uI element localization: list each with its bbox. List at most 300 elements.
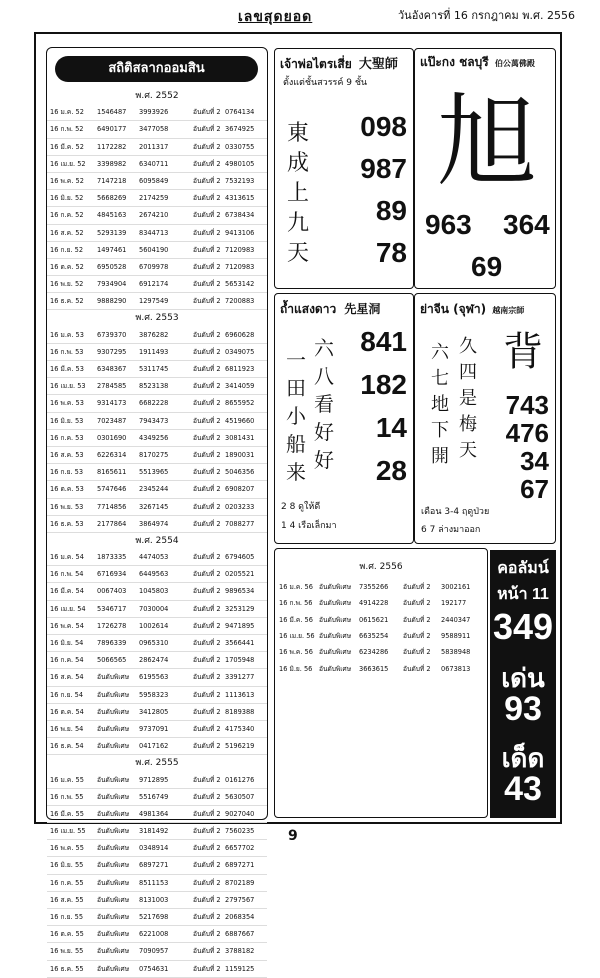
draw-date: 16 พ.ย. 52 — [50, 280, 84, 289]
panel-title: แป๊ะกง ชลบุรี 伯公萬佛殿 — [420, 55, 535, 69]
den-label: เด่น — [501, 663, 545, 693]
draw-date: 16 มิ.ย. 52 — [50, 194, 84, 203]
second-number: 8511153 — [139, 878, 169, 887]
handwritten-chars-right — [311, 334, 337, 474]
big-number: 14 — [375, 412, 407, 443]
first-prize: 5066565 — [97, 656, 127, 665]
second-number: 8131003 — [139, 895, 169, 904]
draw-date: 16 ต.ค. 52 — [50, 262, 84, 271]
rank-number: 2440347 — [441, 615, 471, 624]
second-number: 0615621 — [359, 615, 389, 624]
second-number: 6195563 — [139, 673, 169, 682]
second-number: 6897271 — [139, 861, 169, 870]
first-prize: 7714856 — [97, 502, 127, 511]
rank-number: 5046356 — [225, 468, 255, 477]
table-row — [47, 395, 267, 412]
big-number: 841 — [360, 326, 407, 357]
second-number: 3267145 — [139, 502, 169, 511]
first-prize: อันดับพิเศษ — [319, 648, 352, 657]
page-number: 9 — [288, 828, 298, 844]
rank-label: อันดับที่ 2 — [193, 485, 221, 494]
table-row — [279, 628, 485, 644]
draw-date: 16 ก.พ. 52 — [50, 125, 84, 134]
table-row — [47, 173, 267, 190]
first-prize: 9307295 — [97, 347, 127, 356]
handwritten-char: 船 — [286, 432, 306, 456]
draw-date: 16 มิ.ย. 53 — [50, 416, 84, 425]
panel-title: ย่าจีน (จุฬา) 越南宗師 — [420, 302, 525, 316]
table-row — [47, 104, 267, 121]
rank-label: อันดับที่ 2 — [193, 142, 221, 151]
table-row — [47, 361, 267, 378]
first-prize: อันดับพิเศษ — [97, 707, 130, 716]
table-row — [47, 943, 267, 960]
table-row — [47, 806, 267, 823]
rank-number: 0330755 — [225, 142, 255, 151]
number-3: 69 — [471, 251, 503, 282]
draw-date: 16 มี.ค. 53 — [50, 365, 84, 373]
draw-date: 16 พ.ค. 52 — [50, 176, 84, 185]
table-row — [47, 909, 267, 926]
first-prize: อันดับพิเศษ — [97, 947, 130, 956]
panel-tham-saeng-dao — [274, 293, 414, 544]
first-prize: อันดับพิเศษ — [97, 913, 130, 921]
first-prize: อันดับพิเศษ — [97, 775, 130, 784]
second-number: 7943473 — [139, 416, 169, 425]
draw-date: 16 ก.ย. 54 — [50, 690, 84, 699]
table-row — [47, 840, 267, 857]
rank-label: อันดับที่ 2 — [193, 211, 221, 220]
draw-date: 16 พ.ค. 53 — [50, 399, 84, 408]
rank-label: อันดับที่ 2 — [403, 599, 431, 608]
first-prize: อันดับพิเศษ — [319, 599, 352, 608]
handwritten-char: 天 — [286, 241, 309, 266]
table-row — [47, 327, 267, 344]
second-number: 2345244 — [139, 485, 169, 494]
handwritten-chars-left — [427, 340, 453, 470]
rank-number: 6908207 — [225, 485, 255, 494]
second-number: 3864974 — [139, 519, 169, 528]
rank-number: 7088277 — [225, 519, 255, 528]
rank-label: อันดับที่ 2 — [193, 125, 221, 134]
rank-number: 6738434 — [225, 211, 255, 220]
column-title: คอลัมน์ — [497, 560, 549, 577]
draw-date: 16 ต.ค. 53 — [50, 485, 84, 494]
results-2556 — [274, 548, 488, 818]
rank-label: อันดับที่ 2 — [193, 416, 221, 425]
rank-label: อันดับที่ 2 — [193, 861, 221, 870]
panel-title: ถ้ำแสงดาว 先星洞 — [280, 302, 381, 316]
big-number: 28 — [375, 455, 407, 486]
handwritten-char: 一 — [286, 348, 306, 372]
draw-date: 16 ก.ค. 53 — [50, 433, 84, 442]
rank-number: 1890031 — [225, 450, 255, 459]
rank-number: 3566441 — [225, 639, 255, 647]
rank-number: 9027040 — [225, 809, 255, 818]
first-prize: 2177864 — [97, 519, 127, 528]
second-number: 1002614 — [139, 621, 169, 630]
first-prize: 6739370 — [97, 330, 127, 339]
rank-label: อันดับที่ 2 — [193, 844, 221, 853]
rank-number: 9896534 — [225, 587, 255, 596]
draw-date: 16 ก.พ. 56 — [279, 599, 313, 608]
draw-date: 16 มิ.ย. 55 — [50, 861, 84, 870]
table-row — [47, 566, 267, 583]
first-prize: 5346717 — [97, 604, 127, 613]
table-row — [47, 207, 267, 224]
note-2: 6 7 ล่างมาออก — [421, 525, 481, 535]
second-number: 7090957 — [139, 947, 169, 956]
rank-label: อันดับที่ 2 — [193, 913, 221, 921]
first-prize: 1172282 — [97, 142, 127, 151]
second-number: 1045803 — [139, 587, 169, 596]
first-prize: อันดับพิเศษ — [319, 664, 352, 673]
year-heading: พ.ศ. 2555 — [135, 758, 179, 769]
table-row — [47, 190, 267, 207]
second-number: 7030004 — [139, 604, 169, 613]
stats-rows — [47, 88, 267, 978]
second-number: 2174259 — [139, 194, 169, 203]
rank-label: อันดับที่ 2 — [193, 502, 221, 511]
table-row — [47, 225, 267, 242]
second-number: 6635254 — [359, 631, 389, 640]
rank-number: 6657702 — [225, 844, 255, 853]
panel-subtitle: ตั้งแต่ชั้นสวรรค์ 9 ชั้น — [283, 78, 368, 88]
table-row — [47, 687, 267, 704]
handwritten-chars — [285, 119, 311, 269]
rank-label: อันดับที่ 2 — [193, 673, 221, 682]
rank-label: อันดับที่ 2 — [403, 664, 431, 673]
rank-number: 4313615 — [225, 194, 255, 203]
draw-date: 16 ส.ค. 53 — [50, 450, 84, 459]
rank-number: 3391277 — [225, 673, 255, 682]
rank-label: อันดับที่ 2 — [403, 631, 431, 640]
handwritten-char: 好 — [314, 420, 334, 444]
second-number: 3993926 — [139, 108, 169, 117]
table-row — [47, 823, 267, 840]
rank-number: 0673813 — [441, 664, 471, 673]
table-row — [47, 430, 267, 447]
year-heading: พ.ศ. 2556 — [359, 562, 403, 572]
rank-number: 2797567 — [225, 895, 255, 904]
second-number: 3412805 — [139, 707, 169, 716]
table-row — [47, 293, 267, 310]
rank-number: 4175340 — [225, 724, 255, 733]
handwritten-char: 是 — [459, 388, 477, 409]
draw-date: 16 พ.ย. 54 — [50, 724, 84, 733]
big-handwritten-char: 背 — [503, 329, 543, 375]
draw-date: 16 ธ.ค. 55 — [50, 964, 84, 973]
handwritten-char: 梅 — [459, 414, 477, 435]
rank-number: 3002161 — [441, 583, 471, 591]
panel-chinese: 先星洞 — [344, 302, 381, 316]
second-number: 3477058 — [139, 125, 169, 134]
rank-label: อันดับที่ 2 — [193, 194, 221, 203]
handwritten-char: 地 — [431, 394, 449, 415]
rank-number: 0764134 — [225, 108, 255, 117]
rank-number: 6794605 — [225, 553, 255, 562]
draw-date: 16 มิ.ย. 56 — [279, 664, 313, 673]
rank-label: อันดับที่ 2 — [193, 159, 221, 168]
rank-number: 4980105 — [225, 159, 255, 168]
table-row — [47, 721, 267, 738]
panel-pae-kong — [414, 48, 556, 289]
first-prize: อันดับพิเศษ — [319, 583, 352, 591]
rank-number: 1113613 — [225, 690, 255, 699]
table-row — [47, 601, 267, 618]
first-prize: 5293139 — [97, 228, 127, 237]
rank-label: อันดับที่ 2 — [193, 365, 221, 373]
rank-label: อันดับที่ 2 — [193, 468, 221, 477]
draw-date: 16 ม.ค. 55 — [50, 775, 84, 784]
first-prize: อันดับพิเศษ — [97, 844, 130, 853]
draw-date: 16 เม.ย. 56 — [279, 631, 315, 640]
second-number: 4981364 — [139, 809, 169, 818]
second-number: 9712895 — [139, 775, 169, 784]
rank-label: อันดับที่ 2 — [193, 930, 221, 939]
second-number: 6709978 — [139, 262, 169, 271]
draw-date: 16 ม.ค. 56 — [279, 583, 313, 591]
draw-date: 16 มี.ค. 56 — [279, 615, 313, 624]
first-prize: อันดับพิเศษ — [97, 724, 130, 733]
second-number: 1297549 — [139, 297, 169, 306]
handwritten-char: 九 — [286, 211, 309, 236]
draw-date: 16 มี.ค. 55 — [50, 809, 84, 818]
first-prize: 7147218 — [97, 176, 127, 185]
second-number: 8523138 — [139, 382, 169, 391]
note-1: 2 8 ดูให้ดี — [281, 502, 321, 512]
handwritten-chars-left — [283, 346, 309, 486]
table-row — [279, 612, 485, 628]
first-prize: 5747646 — [97, 485, 127, 494]
den-number: 93 — [504, 690, 542, 728]
first-prize: อันดับพิเศษ — [97, 878, 130, 887]
first-prize: 1546487 — [97, 108, 127, 117]
first-prize: 4845163 — [97, 211, 127, 220]
rank-number: 5653142 — [225, 280, 255, 289]
panel-ya-jeen — [414, 293, 556, 544]
second-number: 6340711 — [139, 159, 169, 168]
draw-date: 16 ต.ค. 54 — [50, 707, 84, 716]
rank-label: อันดับที่ 2 — [193, 809, 221, 818]
second-number: 4474053 — [139, 553, 169, 562]
rank-label: อันดับที่ 2 — [193, 827, 221, 836]
table-row — [279, 661, 485, 677]
second-number: 5604190 — [139, 245, 169, 254]
second-number: 8170275 — [139, 450, 169, 459]
rank-number: 0349075 — [225, 347, 255, 356]
rank-label: อันดับที่ 2 — [193, 280, 221, 289]
column-box — [490, 550, 556, 818]
ded-number: 43 — [504, 770, 542, 808]
draw-date: 16 ส.ค. 55 — [50, 895, 84, 904]
second-number: 0754631 — [139, 964, 169, 973]
handwritten-char: 開 — [431, 446, 449, 467]
second-number: 2011317 — [139, 142, 169, 151]
first-prize: 5668269 — [97, 194, 127, 203]
rank-number: 8189388 — [225, 707, 255, 716]
year-heading: พ.ศ. 2554 — [135, 535, 179, 546]
big-number: 34 — [520, 446, 549, 476]
rank-number: 7560235 — [225, 827, 255, 836]
panel-chao-pho — [274, 48, 414, 289]
handwritten-char: 六 — [431, 342, 449, 363]
rank-number: 5630507 — [225, 792, 255, 801]
first-prize: 0301690 — [97, 433, 127, 442]
rank-label: อันดับที่ 2 — [193, 707, 221, 716]
draw-date: 16 ส.ค. 52 — [50, 228, 84, 237]
first-prize: 6490177 — [97, 125, 127, 134]
table-row — [279, 579, 485, 595]
first-prize: อันดับพิเศษ — [97, 673, 130, 682]
first-prize: 6226314 — [97, 450, 127, 459]
big-number: 743 — [505, 390, 549, 420]
handwritten-char: 成 — [286, 151, 309, 176]
rank-label: อันดับที่ 2 — [403, 583, 431, 591]
handwritten-char: 小 — [286, 404, 306, 428]
big-number: 78 — [375, 237, 407, 268]
rank-label: อันดับที่ 2 — [193, 245, 221, 254]
rank-number: 5196219 — [225, 742, 255, 751]
panel-chinese: 伯公萬佛殿 — [494, 58, 535, 68]
first-prize: 7023487 — [97, 416, 127, 425]
ded-label: เด็ด — [501, 743, 545, 773]
rank-label: อันดับที่ 2 — [193, 450, 221, 459]
handwritten-char: 天 — [459, 440, 477, 461]
draw-date: 16 ก.พ. 53 — [50, 347, 84, 356]
rank-number: 6811923 — [225, 365, 255, 373]
table-row — [279, 595, 485, 611]
second-number: 6095849 — [139, 176, 169, 185]
rank-number: 6887667 — [225, 930, 255, 939]
draw-date: 16 พ.ย. 53 — [50, 502, 84, 511]
rank-label: อันดับที่ 2 — [193, 895, 221, 904]
table-row — [47, 242, 267, 259]
table-row — [47, 499, 267, 516]
panel-chinese: 越南宗師 — [492, 305, 525, 315]
big-number: 098 — [360, 111, 407, 142]
draw-date: 16 ก.ค. 54 — [50, 656, 84, 665]
rank-label: อันดับที่ 2 — [193, 297, 221, 306]
rank-number: 9471895 — [225, 621, 255, 630]
second-number: 5516749 — [139, 792, 169, 801]
rank-number: 7532193 — [225, 176, 255, 185]
table-row — [47, 276, 267, 293]
table-row — [47, 875, 267, 892]
first-prize: อันดับพิเศษ — [97, 895, 130, 904]
draw-date: 16 ก.ย. 52 — [50, 245, 84, 254]
rank-label: อันดับที่ 2 — [193, 382, 221, 391]
rank-number: 4519660 — [225, 416, 255, 425]
year-heading: พ.ศ. 2552 — [135, 91, 179, 101]
second-number: 5958323 — [139, 690, 169, 699]
savings-lottery-stats — [46, 47, 268, 973]
number-2: 364 — [503, 209, 550, 240]
rank-label: อันดับที่ 2 — [403, 615, 431, 624]
first-prize: อันดับพิเศษ — [97, 964, 130, 973]
table-row — [47, 635, 267, 652]
second-number: 8344713 — [139, 228, 169, 237]
rank-number: 1159125 — [225, 964, 255, 973]
big-number: 476 — [505, 418, 549, 448]
draw-date: 16 พ.ค. 54 — [50, 621, 84, 630]
first-prize: 9888290 — [97, 297, 127, 306]
first-prize: อันดับพิเศษ — [97, 690, 130, 699]
table-row — [47, 447, 267, 464]
table-row — [47, 704, 267, 721]
table-row — [47, 789, 267, 806]
draw-date: 16 ธ.ค. 52 — [50, 297, 84, 306]
handwritten-char: 四 — [459, 362, 477, 383]
first-prize: 7934904 — [97, 280, 127, 289]
draw-date: 16 เม.ย. 52 — [50, 159, 86, 168]
second-number: 5513965 — [139, 468, 169, 477]
big-number: 89 — [375, 195, 407, 226]
handwritten-char: 上 — [286, 181, 309, 206]
table-row — [47, 481, 267, 498]
rank-label: อันดับที่ 2 — [193, 433, 221, 442]
draw-date: 16 มี.ค. 52 — [50, 142, 84, 151]
table-row — [47, 378, 267, 395]
table-row — [47, 618, 267, 635]
rank-number: 1705948 — [225, 656, 255, 665]
first-prize: 1726278 — [97, 621, 127, 630]
second-number: 4914228 — [359, 599, 389, 608]
number-1: 963 — [425, 209, 472, 240]
rank-label: อันดับที่ 2 — [193, 108, 221, 117]
rank-label: อันดับที่ 2 — [193, 724, 221, 733]
draw-date: 16 เม.ย. 54 — [50, 604, 86, 613]
rank-number: 2068354 — [225, 913, 255, 921]
first-prize: 0067403 — [97, 587, 127, 596]
first-prize: อันดับพิเศษ — [97, 930, 130, 939]
stats-title: สถิติสลากออมสิน — [55, 56, 258, 82]
first-prize: 1873335 — [97, 553, 127, 562]
table-row — [47, 857, 267, 874]
rank-number: 3414059 — [225, 382, 255, 391]
rank-number: 7120983 — [225, 262, 255, 271]
handwritten-char: 六 — [314, 336, 334, 360]
second-number: 5311745 — [139, 365, 169, 373]
draw-date: 16 ม.ค. 54 — [50, 553, 84, 562]
draw-date: 16 ก.พ. 54 — [50, 570, 84, 579]
table-row — [47, 413, 267, 430]
first-prize: 1497461 — [97, 245, 127, 254]
rank-number: 8655952 — [225, 399, 255, 408]
first-prize: 6348367 — [97, 365, 127, 373]
second-number: 3181492 — [139, 827, 169, 836]
handwritten-char: 田 — [286, 376, 306, 400]
rank-label: อันดับที่ 2 — [193, 176, 221, 185]
second-number: 6682228 — [139, 399, 169, 408]
second-number: 9737091 — [139, 724, 169, 733]
table-row — [47, 344, 267, 361]
rank-label: อันดับที่ 2 — [403, 648, 431, 657]
table-row — [47, 583, 267, 600]
rank-label: อันดับที่ 2 — [193, 792, 221, 801]
draw-date: 16 เม.ย. 53 — [50, 382, 86, 391]
second-number: 6912174 — [139, 280, 169, 289]
table-row — [47, 259, 267, 276]
first-prize: อันดับพิเศษ — [319, 631, 352, 640]
draw-date: 16 ก.ย. 55 — [50, 913, 84, 921]
table-row — [47, 464, 267, 481]
first-prize: 6716934 — [97, 570, 127, 579]
rank-label: อันดับที่ 2 — [193, 656, 221, 665]
draw-date: 16 ธ.ค. 54 — [50, 742, 84, 751]
second-number: 3876282 — [139, 330, 169, 339]
rank-number: 0203233 — [225, 502, 255, 511]
